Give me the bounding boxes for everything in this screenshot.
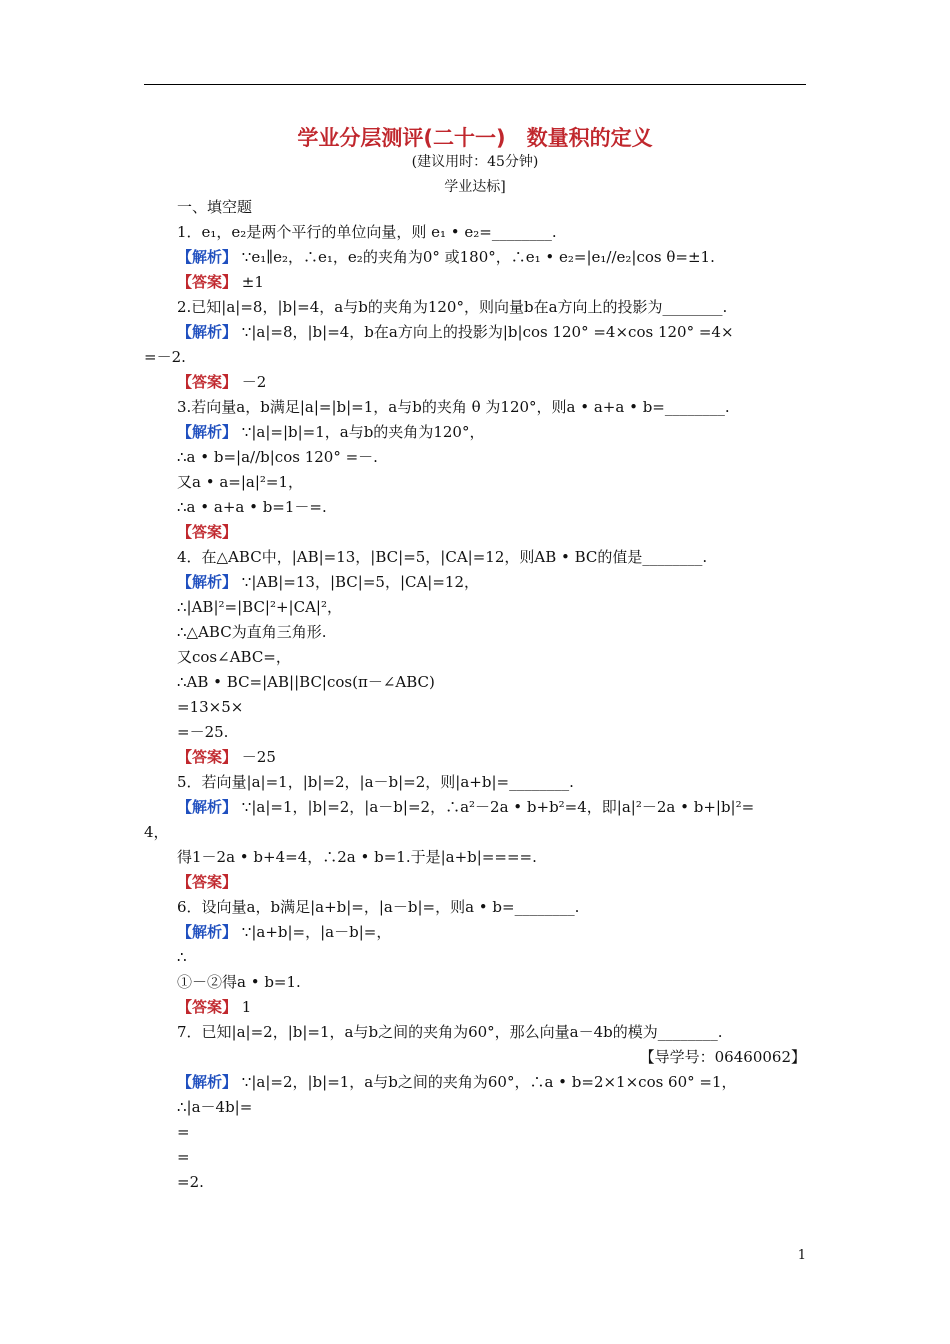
line-text: 4．在△ABC中，|AB|=13，|BC|=5，|CA|=12，则AB • BC的值是________. bbox=[177, 548, 708, 566]
text-line bbox=[177, 272, 264, 292]
header-rule bbox=[144, 84, 806, 85]
line-text: ∴|AB|²=|BC|²+|CA|²， bbox=[177, 598, 342, 616]
line-text: ∵|a|=|b|=1，a与b的夹角为120°， bbox=[237, 423, 485, 441]
text-line bbox=[177, 997, 251, 1017]
line-text: ∵|a|=8，|b|=4，b在a方向上的投影为|b|cos 120° =4×cos 120° =4× bbox=[237, 323, 734, 341]
text-line bbox=[177, 1022, 723, 1042]
line-text: ∴△ABC为直角三角形. bbox=[177, 623, 327, 641]
line-text: 得1－2a • b+4=4，∴2a • b=1.于是|a+b|====. bbox=[177, 848, 537, 866]
text-line bbox=[177, 1147, 190, 1167]
answer-label: 【答案】 bbox=[177, 523, 238, 541]
text-line bbox=[177, 647, 291, 667]
text-line bbox=[177, 247, 715, 267]
time-note: (建议用时：45分钟) bbox=[411, 154, 539, 170]
line-text: ∵|a+b|=，|a－b|=， bbox=[237, 923, 392, 941]
text-line bbox=[177, 772, 574, 792]
line-text: ±1 bbox=[237, 273, 264, 291]
line-text: ①－②得a • b=1. bbox=[177, 973, 301, 991]
line-text: =－25. bbox=[177, 723, 229, 741]
line-text: =2. bbox=[177, 1173, 204, 1191]
line-text: ∴ bbox=[177, 948, 187, 966]
line-text: 1．e₁，e₂是两个平行的单位向量，则 e₁ • e₂=________. bbox=[177, 223, 557, 241]
text-line bbox=[177, 1172, 204, 1192]
section-heading: 学业达标] bbox=[444, 179, 506, 195]
analysis-label: 【解析】 bbox=[177, 323, 238, 341]
analysis-label: 【解析】 bbox=[177, 1073, 238, 1091]
text-line bbox=[177, 297, 727, 317]
line-text: =13×5× bbox=[177, 698, 244, 716]
text-line bbox=[177, 972, 301, 992]
text-line bbox=[177, 747, 276, 767]
line-text: ∵e₁∥e₂，∴e₁，e₂的夹角为0° 或180°，∴e₁ • e₂=|e₁//e₂|cos θ=±1. bbox=[237, 248, 715, 266]
line-text: = bbox=[177, 1123, 190, 1141]
text-line bbox=[177, 547, 707, 567]
answer-label: 【答案】 bbox=[177, 998, 238, 1016]
text-line bbox=[177, 372, 266, 392]
line-text: 4， bbox=[144, 823, 169, 841]
analysis-label: 【解析】 bbox=[177, 798, 238, 816]
text-line bbox=[177, 897, 579, 917]
answer-label: 【答案】 bbox=[177, 373, 238, 391]
line-text: ∴|a－4b|= bbox=[177, 1098, 253, 1116]
text-line bbox=[177, 1122, 190, 1142]
text-line bbox=[144, 822, 169, 842]
line-text: 2.已知|a|=8，|b|=4，a与b的夹角为120°，则向量b在a方向上的投影为________. bbox=[177, 298, 728, 316]
text-line bbox=[177, 447, 378, 467]
text-line bbox=[177, 922, 391, 942]
line-text: 5．若向量|a|=1，|b|=2，|a－b|=2，则|a+b|=________. bbox=[177, 773, 574, 791]
text-line bbox=[177, 197, 252, 217]
line-text: 【导学号：06460062】 bbox=[639, 1048, 806, 1066]
text-line bbox=[177, 697, 243, 717]
line-text: 又a • a=|a|²=1， bbox=[177, 473, 304, 491]
line-text: －2 bbox=[237, 373, 267, 391]
text-line bbox=[177, 1072, 737, 1092]
text-line bbox=[177, 622, 326, 642]
text-line bbox=[177, 1097, 252, 1117]
analysis-label: 【解析】 bbox=[177, 248, 238, 266]
line-text: 一、填空题 bbox=[177, 198, 253, 216]
text-line bbox=[177, 497, 327, 517]
line-text: = bbox=[177, 1148, 190, 1166]
text-line bbox=[177, 397, 730, 417]
analysis-label: 【解析】 bbox=[177, 923, 238, 941]
line-text: 又cos∠ABC=， bbox=[177, 648, 291, 666]
text-line bbox=[177, 572, 479, 592]
text-line bbox=[177, 797, 754, 817]
line-text: ∴AB • BC=|AB||BC|cos(π－∠ABC) bbox=[177, 673, 435, 691]
page-title: 学业分层测评(二十一) 数量积的定义 bbox=[297, 126, 653, 150]
text-line bbox=[177, 722, 228, 742]
line-text: ∴a • b=|a//b|cos 120° =－. bbox=[177, 448, 378, 466]
line-text: ∵|a|=1，|b|=2，|a－b|=2，∴a²－2a • b+b²=4，即|a|²－2a • b+|b|²= bbox=[237, 798, 755, 816]
answer-label: 【答案】 bbox=[177, 748, 238, 766]
analysis-label: 【解析】 bbox=[177, 573, 238, 591]
line-text: ∵|a|=2，|b|=1，a与b之间的夹角为60°，∴a • b=2×1×cos 60° =1， bbox=[237, 1073, 737, 1091]
line-text: 3.若向量a，b满足|a|=|b|=1，a与b的夹角 θ 为120°，则a • a+a • b=________. bbox=[177, 398, 730, 416]
line-text: ∵|AB|=13，|BC|=5，|CA|=12， bbox=[237, 573, 480, 591]
text-line bbox=[640, 1047, 806, 1067]
text-line bbox=[177, 472, 303, 492]
text-line bbox=[177, 522, 237, 542]
text-line bbox=[177, 847, 537, 867]
page-number: 1 bbox=[797, 1248, 806, 1263]
line-text: －25 bbox=[237, 748, 276, 766]
text-line bbox=[144, 347, 186, 367]
text-line bbox=[177, 322, 734, 342]
text-line bbox=[177, 222, 557, 242]
line-text: 7．已知|a|=2，|b|=1，a与b之间的夹角为60°，那么向量a－4b的模为________. bbox=[177, 1023, 723, 1041]
text-line bbox=[177, 422, 484, 442]
line-text: 1 bbox=[237, 998, 252, 1016]
line-text: 6．设向量a，b满足|a+b|=，|a－b|=，则a • b=________. bbox=[177, 898, 580, 916]
text-line bbox=[177, 872, 237, 892]
line-text: =－2. bbox=[144, 348, 186, 366]
answer-label: 【答案】 bbox=[177, 273, 238, 291]
analysis-label: 【解析】 bbox=[177, 423, 238, 441]
line-text: ∴a • a+a • b=1－=. bbox=[177, 498, 327, 516]
text-line bbox=[177, 947, 187, 967]
text-line bbox=[177, 597, 342, 617]
answer-label: 【答案】 bbox=[177, 873, 238, 891]
text-line bbox=[177, 672, 435, 692]
